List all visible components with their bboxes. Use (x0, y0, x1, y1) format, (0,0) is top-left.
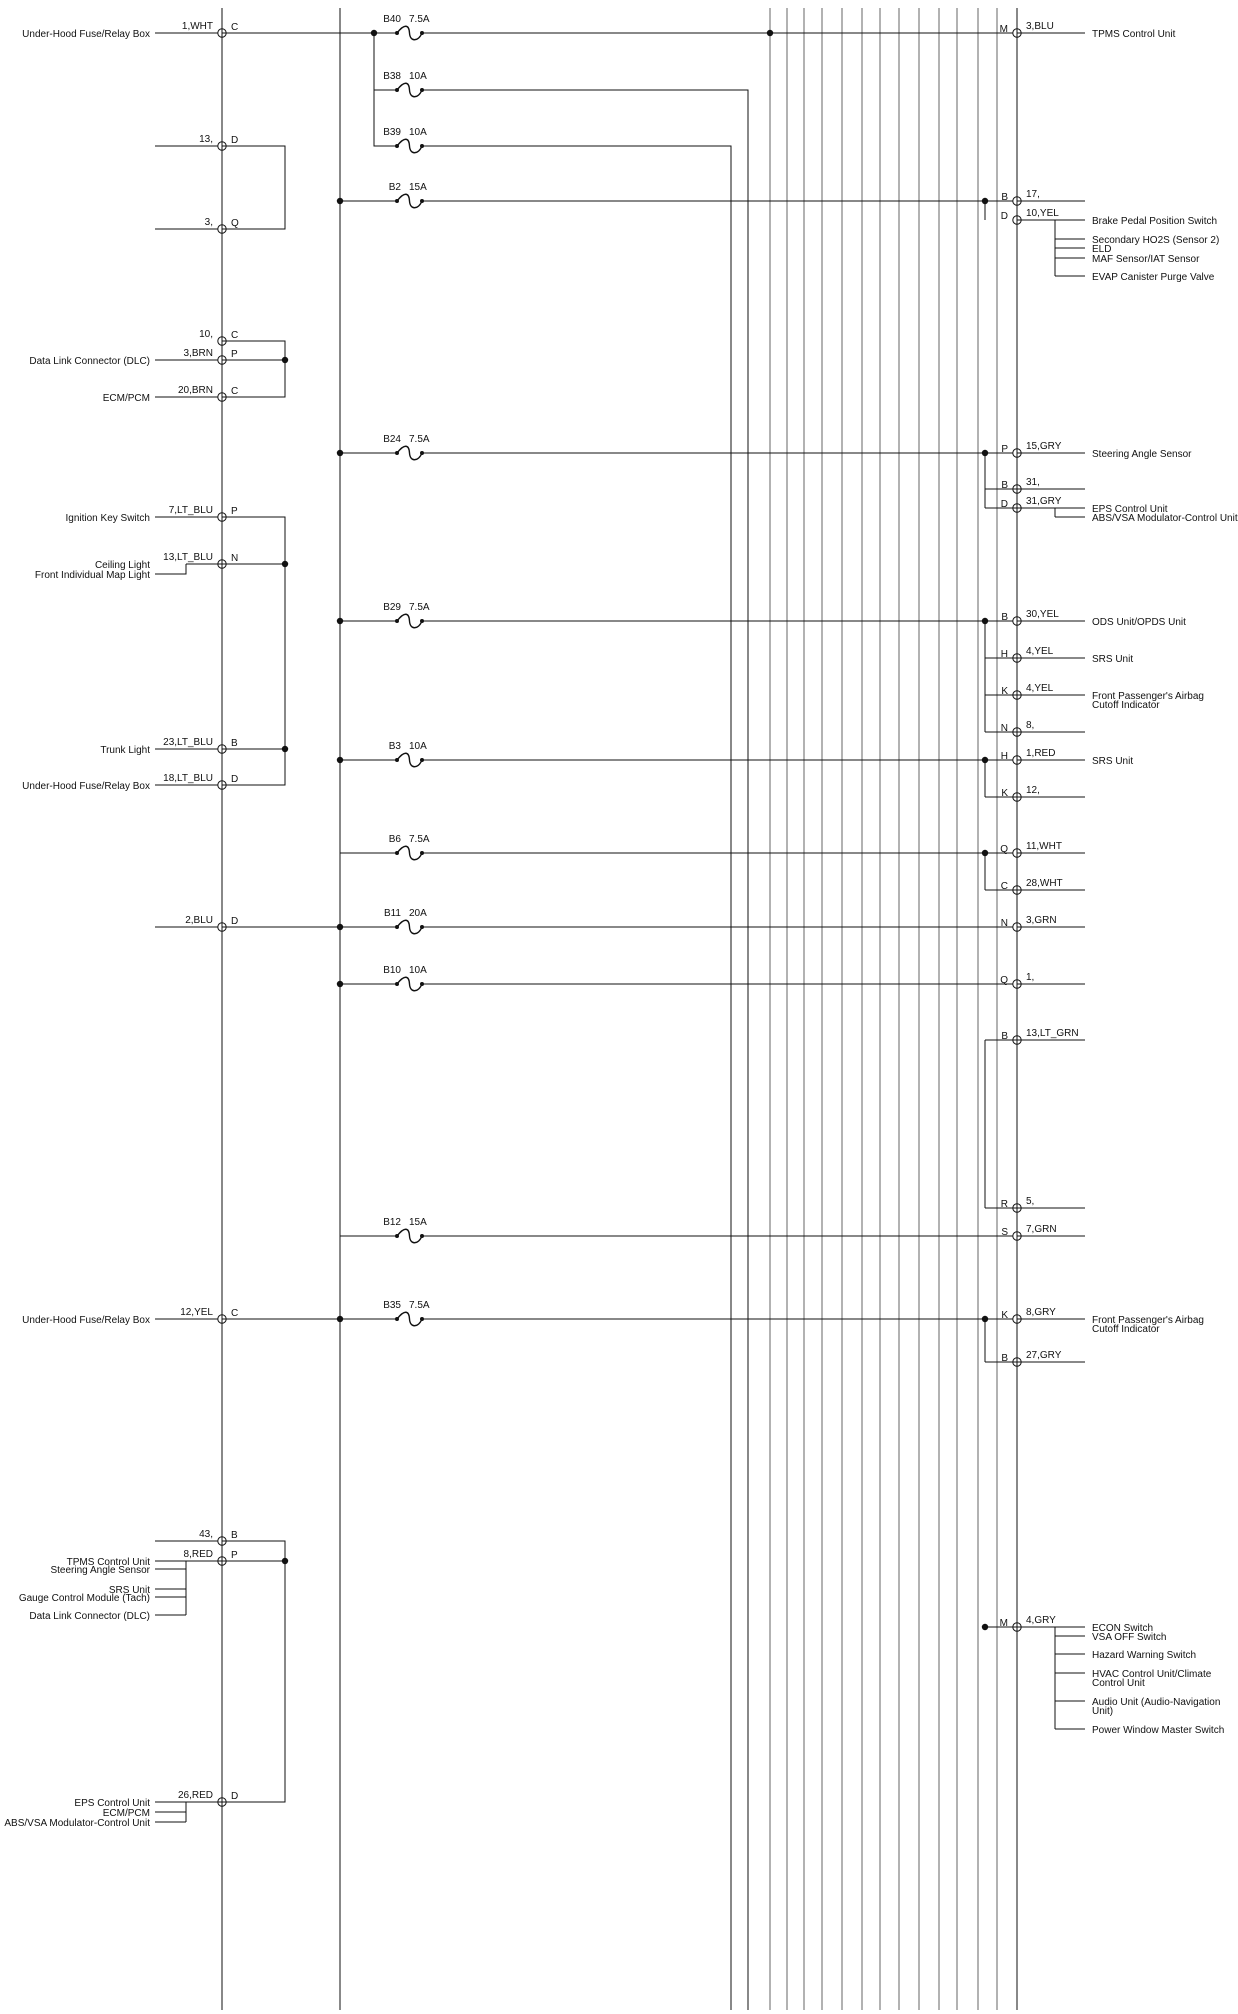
wire-code-label: 17, (1026, 189, 1040, 200)
component-label: Cutoff Indicator (1092, 1324, 1160, 1335)
pin-label: N (231, 553, 239, 564)
component-label: HVAC Control Unit/Climate (1092, 1669, 1212, 1680)
wire-code-label: 10, (199, 329, 213, 340)
pin-label: B (231, 1530, 238, 1541)
component-label: Cutoff Indicator (1092, 700, 1160, 711)
fuse-bus-splice (337, 757, 343, 763)
fuse-name-label: B38 (383, 71, 401, 82)
splice-point (282, 561, 288, 567)
fuse-feed-splice (371, 30, 377, 36)
wire-code-label: 3, (204, 217, 213, 228)
fuse-rating-label: 15A (409, 182, 427, 193)
component-label: Secondary HO2S (Sensor 2) (1092, 235, 1220, 246)
fuse-terminal (395, 451, 399, 455)
wire-code-label: 27,GRY (1026, 1350, 1062, 1361)
pin-label: D (231, 135, 239, 146)
pin-label: D (1000, 499, 1008, 510)
fuse-terminal (395, 1317, 399, 1321)
component-label: ECM/PCM (102, 1808, 150, 1819)
component-label: Control Unit (1092, 1678, 1145, 1689)
wire-code-label: 13,LT_GRN (1026, 1028, 1079, 1039)
component-label: Under-Hood Fuse/Relay Box (22, 1315, 150, 1326)
fuse-symbol (397, 194, 422, 208)
pin-label: P (231, 1550, 238, 1561)
fuse-symbol (397, 446, 422, 460)
component-label: Trunk Light (100, 745, 150, 756)
fuse-rating-label: 7.5A (409, 834, 430, 845)
component-label: Audio Unit (Audio-Navigation (1092, 1697, 1221, 1708)
component-label: Under-Hood Fuse/Relay Box (22, 29, 150, 40)
pin-label: M (999, 1618, 1008, 1629)
branch-wire (155, 564, 186, 574)
fuse-name-label: B2 (388, 182, 401, 193)
fuse-rating-label: 7.5A (409, 1300, 430, 1311)
fuse-terminal (395, 851, 399, 855)
pin-label: N (1000, 723, 1008, 734)
fuse-symbol (397, 139, 422, 153)
fuse-symbol (397, 83, 422, 97)
fuse-rating-label: 7.5A (409, 602, 430, 613)
fuse-bus-splice (337, 450, 343, 456)
fuse-name-label: B6 (388, 834, 401, 845)
component-label: EPS Control Unit (1092, 504, 1168, 515)
component-label: Gauge Control Module (Tach) (18, 1593, 150, 1604)
fuse-bus-splice (337, 1316, 343, 1322)
fuse-symbol (397, 920, 422, 934)
fuse-rating-label: 10A (409, 965, 427, 976)
fuse-terminal (395, 199, 399, 203)
grid-splice (767, 30, 773, 36)
pin-label: P (231, 506, 238, 517)
pin-label: K (1001, 686, 1008, 697)
fuse-rating-label: 7.5A (409, 14, 430, 25)
wire-code-label: 4,GRY (1026, 1615, 1056, 1626)
pin-label: H (1000, 751, 1008, 762)
component-label: EPS Control Unit (74, 1798, 150, 1809)
pin-label: M (999, 24, 1008, 35)
fuse-bus-splice (337, 924, 343, 930)
component-label: ECM/PCM (102, 393, 150, 404)
right-splice (982, 850, 988, 856)
component-label: ECON Switch (1092, 1623, 1154, 1634)
fuse-bus-splice (337, 198, 343, 204)
pin-label: H (1000, 649, 1008, 660)
fuse-terminal (395, 1234, 399, 1238)
right-splice (982, 757, 988, 763)
wire-code-label: 2,BLU (185, 915, 213, 926)
wire-code-label: 15,GRY (1026, 441, 1062, 452)
wire-code-label: 11,WHT (1026, 841, 1062, 852)
fuse-terminal (395, 31, 399, 35)
fuse-rating-label: 10A (409, 127, 427, 138)
pin-label: B (231, 738, 238, 749)
component-label: ELD (1092, 244, 1112, 255)
fuse-terminal (395, 758, 399, 762)
wire-code-label: 4,YEL (1026, 683, 1054, 694)
pin-label: C (231, 330, 239, 341)
pin-label: N (1000, 918, 1008, 929)
pin-label: B (1001, 1031, 1008, 1042)
component-label: Data Link Connector (DLC) (29, 1611, 150, 1622)
wire-code-label: 8,RED (183, 1549, 213, 1560)
pin-label: C (231, 1308, 239, 1319)
pin-label: K (1001, 1310, 1008, 1321)
wire-code-label: 20,BRN (177, 385, 213, 396)
wire-code-label: 3,GRN (1026, 915, 1057, 926)
fuse-name-label: B39 (383, 127, 401, 138)
right-splice (982, 450, 988, 456)
wire-code-label: 8,GRY (1026, 1307, 1056, 1318)
fuse-rating-label: 15A (409, 1217, 427, 1228)
wire-code-label: 1,WHT (181, 21, 213, 32)
pin-label: B (1001, 192, 1008, 203)
splice-point (282, 1558, 288, 1564)
right-splice (982, 198, 988, 204)
fuse-bus-splice (337, 981, 343, 987)
pin-label: K (1001, 788, 1008, 799)
wire-code-label: 7,LT_BLU (168, 505, 213, 516)
wire-code-label: 5, (1026, 1196, 1035, 1207)
fuse-symbol (397, 753, 422, 767)
wire-code-label: 31, (1026, 477, 1040, 488)
wire-code-label: 30,YEL (1026, 609, 1059, 620)
pin-label: B (1001, 612, 1008, 623)
wire-code-label: 10,YEL (1026, 208, 1059, 219)
right-splice (982, 618, 988, 624)
pin-label: C (231, 22, 239, 33)
wire-code-label: 28,WHT (1026, 878, 1063, 889)
pin-label: D (1000, 211, 1008, 222)
component-label: Power Window Master Switch (1092, 1725, 1225, 1736)
fuse-name-label: B10 (383, 965, 401, 976)
wire-code-label: 7,GRN (1026, 1224, 1057, 1235)
wire-code-label: 43, (199, 1529, 213, 1540)
pin-label: S (1001, 1227, 1008, 1238)
fuse-name-label: B35 (383, 1300, 401, 1311)
splice-point (282, 357, 288, 363)
component-label: Front Passenger's Airbag (1092, 691, 1204, 702)
fuse-terminal (395, 925, 399, 929)
wire-code-label: 12,YEL (180, 1307, 213, 1318)
wire-code-label: 26,RED (177, 1790, 213, 1801)
component-label: Under-Hood Fuse/Relay Box (22, 781, 150, 792)
component-label: ABS/VSA Modulator-Control Unit (4, 1818, 150, 1829)
pin-label: D (231, 916, 239, 927)
pin-label: P (231, 349, 238, 360)
wire-code-label: 1,RED (1026, 748, 1056, 759)
jumper-wire (222, 1541, 285, 1802)
component-label: Front Individual Map Light (34, 570, 150, 581)
component-label: Front Passenger's Airbag (1092, 1315, 1204, 1326)
fuse-symbol (397, 614, 422, 628)
wire-code-label: 23,LT_BLU (163, 737, 213, 748)
wire-code-label: 12, (1026, 785, 1040, 796)
component-label: Ignition Key Switch (65, 513, 150, 524)
wire-code-label: 3,BLU (1026, 21, 1054, 32)
fuse-name-label: B3 (388, 741, 401, 752)
component-label: TPMS Control Unit (66, 1557, 150, 1568)
right-splice (982, 1316, 988, 1322)
component-label: Unit) (1092, 1706, 1114, 1717)
wire-code-label: 13, (199, 134, 213, 145)
fuse-name-label: B40 (383, 14, 401, 25)
component-label: EVAP Canister Purge Valve (1092, 272, 1215, 283)
pin-label: D (231, 774, 239, 785)
fuse-output-wire (422, 146, 731, 2010)
wire-code-label: 1, (1026, 972, 1035, 983)
fuse-rating-label: 10A (409, 71, 427, 82)
fuse-symbol (397, 1312, 422, 1326)
pin-label: B (1001, 480, 1008, 491)
component-label: MAF Sensor/IAT Sensor (1092, 254, 1200, 265)
component-label: TPMS Control Unit (1092, 29, 1176, 40)
pin-label: R (1000, 1199, 1008, 1210)
fuse-terminal (395, 619, 399, 623)
component-label: Steering Angle Sensor (1092, 449, 1192, 460)
pin-label: C (1000, 881, 1008, 892)
wire-code-label: 8, (1026, 720, 1035, 731)
wire-code-label: 31,GRY (1026, 496, 1062, 507)
fuse-terminal (395, 982, 399, 986)
component-label: SRS Unit (1092, 756, 1134, 767)
component-label: VSA OFF Switch (1092, 1632, 1167, 1643)
fuse-bus-splice (337, 618, 343, 624)
pin-label: Q (231, 218, 239, 229)
fuse-symbol (397, 846, 422, 860)
fuse-name-label: B12 (383, 1217, 401, 1228)
fuse-output-wire (422, 90, 748, 2010)
fuse-name-label: B24 (383, 434, 401, 445)
pin-label: Q (1000, 844, 1008, 855)
fuse-name-label: B11 (383, 908, 401, 919)
component-label: Brake Pedal Position Switch (1092, 216, 1218, 227)
fuse-symbol (397, 977, 422, 991)
component-label: ODS Unit/OPDS Unit (1092, 617, 1186, 628)
pin-label: B (1001, 1353, 1008, 1364)
pin-label: C (231, 386, 239, 397)
wire-code-label: 13,LT_BLU (163, 552, 213, 563)
pin-label: D (231, 1791, 239, 1802)
component-label: ABS/VSA Modulator-Control Unit (1092, 513, 1238, 524)
fuse-symbol (397, 26, 422, 40)
fuse-rating-label: 10A (409, 741, 427, 752)
pin-label: P (1001, 444, 1008, 455)
fuse-symbol (397, 1229, 422, 1243)
fuse-rating-label: 20A (409, 908, 427, 919)
wire-code-label: 3,BRN (183, 348, 213, 359)
component-label: Data Link Connector (DLC) (29, 356, 150, 367)
component-label: Steering Angle Sensor (50, 1565, 150, 1576)
wire-code-label: 4,YEL (1026, 646, 1054, 657)
pin-label: Q (1000, 975, 1008, 986)
component-label: Hazard Warning Switch (1092, 1650, 1197, 1661)
wire-code-label: 18,LT_BLU (163, 773, 213, 784)
component-label: SRS Unit (108, 1585, 150, 1596)
fuse-rating-label: 7.5A (409, 434, 430, 445)
component-label: SRS Unit (1092, 654, 1134, 665)
splice-point (282, 746, 288, 752)
fuse-name-label: B29 (383, 602, 401, 613)
jumper-wire (222, 146, 285, 229)
component-label: Ceiling Light (94, 560, 150, 571)
